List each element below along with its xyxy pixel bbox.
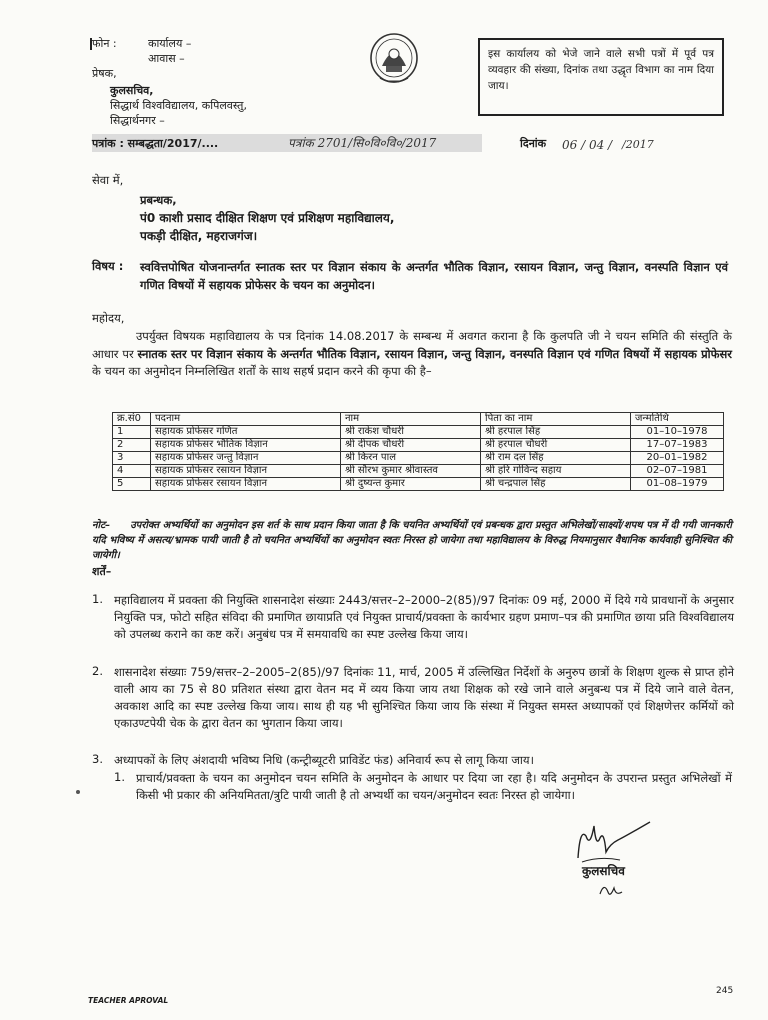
cell-name: श्री सौरभ कुमार श्रीवास्तव: [341, 465, 481, 478]
salutation: महोदय,: [92, 311, 125, 325]
university-emblem: [368, 32, 420, 90]
cell-dob: 20–01–1982: [631, 452, 724, 465]
sender-block: [92, 36, 247, 128]
date-handwritten: 06 / 04 /: [562, 138, 613, 152]
cell-name: श्री दीपक चौधरी: [341, 439, 481, 452]
table-row: [113, 426, 724, 439]
cell-sno: 2: [113, 439, 151, 452]
date-year: /2017: [622, 138, 654, 151]
table-header-row: [113, 413, 724, 426]
cell-designation: सहायक प्रोफेसर जन्तु विज्ञान: [151, 452, 341, 465]
cell-father: श्री हरि गोविन्द सहाय: [481, 465, 631, 478]
phone-label: फोन :: [92, 37, 117, 50]
body-part2: के चयन का अनुमोदन निम्नलिखित शर्तों के साथ सहर्ष प्रदान करने की कृपा की है–: [92, 364, 432, 378]
col-header-designation: पदनाम: [151, 413, 341, 426]
cell-name: श्री किरन पाल: [341, 452, 481, 465]
col-header-dob: जन्मतिथि: [631, 413, 724, 426]
table-row: [113, 465, 724, 478]
condition-number: 1.: [92, 592, 103, 606]
col-header-sno: क्र.सं0: [113, 413, 151, 426]
table-row: [113, 478, 724, 491]
cell-dob: 17–07–1983: [631, 439, 724, 452]
cell-sno: 3: [113, 452, 151, 465]
cell-dob: 02–07–1981: [631, 465, 724, 478]
date-label: दिनांक: [520, 137, 547, 150]
condition-number: 3.: [92, 752, 103, 766]
subject-text: स्ववित्तपोषित योजनान्तर्गत स्नातक स्तर पर विज्ञान संकाय के अन्तर्गत भौतिक विज्ञान, रसायन विज्ञान, जन्तु विज्ञान, वनस्पति विज्ञान एवं गणित विषयों में सहायक प्रोफेसर के चयन का अनुमोदन।: [140, 260, 728, 292]
to-label: सेवा में,: [92, 173, 124, 187]
recipient-line1: प्रबन्धक,: [140, 193, 177, 207]
cell-name: श्री दुष्यन्त कुमार: [341, 478, 481, 491]
initials-mark: [598, 880, 624, 906]
page-number: 245: [716, 986, 734, 996]
condition-number: 2.: [92, 664, 103, 678]
cell-father: श्री हरपाल सिंह: [481, 426, 631, 439]
cell-sno: 5: [113, 478, 151, 491]
condition-text: प्राचार्य/प्रवक्ता के चयन का अनुमोदन चयन समिति के अनुमोदन के आधार पर दिया जा रहा है। यदि अनुमोदन के उपरान्त प्रस्तुत अभिलेखों में किसी भी प्रकार की अनियमितता/त्रुटि पायी जाती है तो अभ्यर्थी का चयन/अनुमोदन स्वतः निरस्त हो जायेगा।: [136, 771, 732, 802]
note-text: उपरोक्त अभ्यर्थियों का अनुमोदन इस शर्त के साथ प्रदान किया जाता है कि चयनित अभ्यर्थियों एवं प्रबन्धक द्वारा प्रस्तुत अभिलेखों/साक्ष्यों/शपथ पत्र में दी गयी जानकारी यदि भविष्य में असत्य/भ्रामक पायी जाती है तो चयनित अभ्यर्थियों का अनुमोदन स्वतः निरस्त हो जायेगा तथा महाविद्यालय के विरुद्ध नियमानुसार वैधानिक कार्यवाही सुनिश्चित की जायेगी।: [92, 520, 732, 561]
subject-label: विषय :: [92, 259, 124, 273]
condition-number: 1.: [114, 770, 125, 784]
note-block: [92, 518, 732, 563]
cell-father: श्री राम दल सिंह: [481, 452, 631, 465]
table-row: [113, 452, 724, 465]
candidates-table: [112, 412, 724, 491]
col-header-father: पिता का नाम: [481, 413, 631, 426]
patrank-label: पत्रांक : सम्बद्धता/2017/....: [92, 137, 219, 150]
cell-father: श्री हरपाल चौधरी: [481, 439, 631, 452]
condition-text: शासनादेश संख्याः 759/सत्तर–2–2005–2(85)/97 दिनांकः 11, मार्च, 2005 में उल्लिखित निर्देशों के अनुरुप छात्रों के शिक्षण शुल्क से प्राप्त होने वाली आय का 75 से 80 प्रतिशत संस्था द्वारा वेतन मद में व्यय किया जाय तथा शिक्षक को रखे जाने वाले अनुबन्ध पत्र में दिये जाने वाले वेतन, अवकाश आदि का स्पष्ट उल्लेख किया जाय। साथ ही यह भी सुनिश्चित किया जाय कि संस्था में नियुक्त समस्त अध्यापकों एवं शिक्षणेत्तर कर्मियों को एकाउण्टपेयी चेक के द्वारा वेतन का भुगतान किया जाय।: [114, 665, 734, 730]
cell-sno: 1: [113, 426, 151, 439]
recipient-line3: पकड़ी दीक्षित, महराजगंज।: [140, 229, 258, 243]
reference-line: [92, 134, 652, 154]
sender-city: सिद्धार्थनगर –: [110, 114, 165, 127]
notice-box: इस कार्यालय को भेजे जाने वाले सभी पत्रों में पूर्व पत्र व्यवहार की संख्या, दिनांक तथा उद्धृत विभाग का नाम दिया जाय।: [478, 38, 724, 116]
patrank-handwritten: पत्रांक 2701/सि०वि०वि०/2017: [288, 136, 437, 150]
recipient-line2: पं0 काशी प्रसाद दीक्षित शिक्षण एवं प्रशिक्षण महाविद्यालय,: [140, 211, 395, 225]
condition-text: महाविद्यालय में प्रवक्ता की नियुक्ति शासनादेश संख्याः 2443/सत्तर–2–2000–2(85)/97 दिनांकः 09 मई, 2000 में दिये गये प्रावधानों के अनुसार नियुक्ति पत्र, फोटो सहित संविदा की प्रमाणित छायाप्रति एवं नियुक्त प्राचार्य/प्रवक्ता के कार्यभार ग्रहण प्रमाण–पत्र की प्रमाणित छाया प्रति विश्वविद्यालय को उपलब्ध कराने का कष्ट करें। अनुबंध पत्र में समयावधि का स्पष्ट उल्लेख किया जाय।: [114, 593, 734, 641]
phone-office: कार्यालय –: [148, 37, 192, 50]
cell-father: श्री चन्द्रपाल सिंह: [481, 478, 631, 491]
body-paragraph: [92, 328, 732, 381]
body-part1: उपर्युक्त विषयक महाविद्यालय के पत्र दिनांक 14.08.2017 के सम्बन्ध में अवगत कराना है कि कुलपति जी ने चयन समिति की संस्तुति के आधार पर: [92, 329, 732, 361]
cell-designation: सहायक प्रोफेसर भौतिक विज्ञान: [151, 439, 341, 452]
note-label: नोट–: [92, 520, 111, 531]
sender-label: प्रेषक,: [92, 67, 117, 80]
cell-sno: 4: [113, 465, 151, 478]
cell-designation: सहायक प्रोफेसर गणित: [151, 426, 341, 439]
sender-title: कुलसचिव,: [110, 84, 154, 97]
table-row: [113, 439, 724, 452]
cell-dob: 01–10–1978: [631, 426, 724, 439]
conditions-label: शर्तें–: [92, 565, 112, 578]
footer-label: TEACHER APROVAL: [88, 996, 169, 1005]
cell-designation: सहायक प्रोफेसर रसायन विज्ञान: [151, 478, 341, 491]
sender-university: सिद्धार्थ विश्वविद्यालय, कपिलवस्तु,: [110, 99, 247, 112]
stray-mark: [76, 790, 80, 794]
col-header-name: नाम: [341, 413, 481, 426]
condition-text: अध्यापकों के लिए अंशदायी भविष्य निधि (कन्ट्रीब्यूटरी प्राविडेंट फंड) अनिवार्य रूप से लागू किया जाय।: [114, 753, 534, 767]
cell-dob: 01–08–1979: [631, 478, 724, 491]
cell-designation: सहायक प्रोफेसर रसायन विज्ञान: [151, 465, 341, 478]
signature-title: कुलसचिव: [582, 864, 625, 878]
cell-name: श्री राकेश चौधरी: [341, 426, 481, 439]
body-bold: स्नातक स्तर पर विज्ञान संकाय के अन्तर्गत भौतिक विज्ञान, रसायन विज्ञान, जन्तु विज्ञान, वनस्पति विज्ञान एवं गणित विषयों में सहायक प्रोफेसर: [137, 346, 732, 361]
phone-home: आवास –: [148, 52, 185, 65]
